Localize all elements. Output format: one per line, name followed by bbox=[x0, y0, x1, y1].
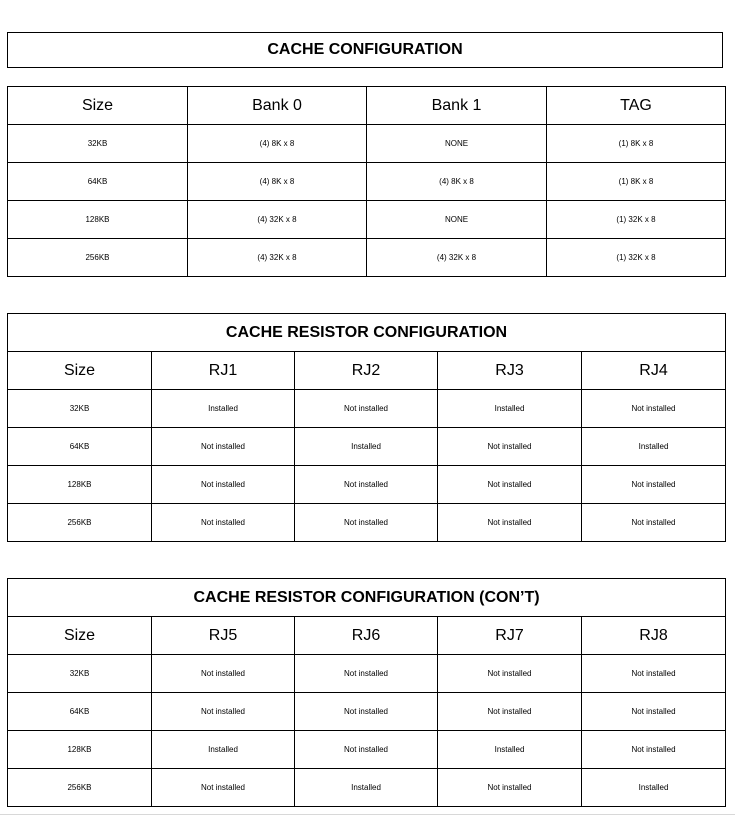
table-cell: Not installed bbox=[582, 390, 726, 428]
table-cell: (1) 32K x 8 bbox=[547, 239, 726, 277]
table-cell: Installed bbox=[152, 731, 295, 769]
table-cell: Not installed bbox=[582, 466, 726, 504]
table-cell: Not installed bbox=[152, 466, 295, 504]
cache-resistor-configuration-table bbox=[7, 313, 726, 542]
table-row bbox=[8, 125, 726, 163]
table-cell: (4) 8K x 8 bbox=[188, 125, 367, 163]
table-row bbox=[8, 428, 726, 466]
table-cell: 128KB bbox=[8, 731, 152, 769]
table-row bbox=[8, 239, 726, 277]
table-cell: Not installed bbox=[295, 466, 438, 504]
table-header-row bbox=[8, 617, 726, 655]
table-cell: 32KB bbox=[8, 125, 188, 163]
table-cell: Not installed bbox=[438, 655, 582, 693]
cache-resistor-configuration-cont-table bbox=[7, 578, 726, 807]
table-row bbox=[8, 769, 726, 807]
table-row bbox=[8, 655, 726, 693]
table-cell: NONE bbox=[367, 201, 547, 239]
table-cell: 128KB bbox=[8, 466, 152, 504]
table-cell: Not installed bbox=[582, 655, 726, 693]
cache-resistor-configuration-cont-title: CACHE RESISTOR CONFIGURATION (CON’T) bbox=[8, 579, 726, 617]
table-cell: Not installed bbox=[152, 504, 295, 542]
table-cell: Not installed bbox=[152, 655, 295, 693]
table-cell: Not installed bbox=[295, 504, 438, 542]
cache-resistor-configuration-title: CACHE RESISTOR CONFIGURATION bbox=[8, 314, 726, 352]
table-cell: Not installed bbox=[438, 466, 582, 504]
table-header-row bbox=[8, 87, 726, 125]
table-cell: Not installed bbox=[295, 693, 438, 731]
table-cell: Not installed bbox=[152, 428, 295, 466]
column-header: RJ6 bbox=[295, 617, 438, 655]
table-cell: Not installed bbox=[582, 731, 726, 769]
table-row bbox=[8, 731, 726, 769]
table-row bbox=[8, 504, 726, 542]
table-row bbox=[8, 163, 726, 201]
table-cell: (4) 32K x 8 bbox=[188, 201, 367, 239]
column-header: Size bbox=[8, 87, 188, 125]
table-cell: Not installed bbox=[438, 693, 582, 731]
table-cell: Not installed bbox=[438, 769, 582, 807]
table-row bbox=[8, 390, 726, 428]
table-cell: (4) 32K x 8 bbox=[367, 239, 547, 277]
table-cell: 32KB bbox=[8, 390, 152, 428]
table-cell: Not installed bbox=[438, 504, 582, 542]
table-cell: Installed bbox=[295, 428, 438, 466]
cache-configuration-table bbox=[7, 86, 726, 277]
table-cell: NONE bbox=[367, 125, 547, 163]
table-cell: Installed bbox=[582, 769, 726, 807]
page-divider bbox=[0, 814, 735, 815]
table-cell: Not installed bbox=[295, 390, 438, 428]
table-title-row bbox=[8, 314, 726, 352]
table-row bbox=[8, 466, 726, 504]
table-cell: (1) 8K x 8 bbox=[547, 125, 726, 163]
table-cell: Not installed bbox=[295, 731, 438, 769]
table-cell: Installed bbox=[438, 390, 582, 428]
table-cell: Not installed bbox=[582, 504, 726, 542]
table-cell: (1) 8K x 8 bbox=[547, 163, 726, 201]
table-cell: 64KB bbox=[8, 693, 152, 731]
table-cell: 256KB bbox=[8, 504, 152, 542]
column-header: RJ1 bbox=[152, 352, 295, 390]
table-cell: Installed bbox=[295, 769, 438, 807]
column-header: Bank 1 bbox=[367, 87, 547, 125]
table-cell: Not installed bbox=[152, 693, 295, 731]
table-cell: (4) 8K x 8 bbox=[188, 163, 367, 201]
table-cell: 32KB bbox=[8, 655, 152, 693]
column-header: TAG bbox=[547, 87, 726, 125]
table-cell: Not installed bbox=[295, 655, 438, 693]
table-row bbox=[8, 201, 726, 239]
column-header: Size bbox=[8, 352, 152, 390]
column-header: Size bbox=[8, 617, 152, 655]
table-title-row bbox=[8, 579, 726, 617]
table-cell: 64KB bbox=[8, 428, 152, 466]
table-cell: (1) 32K x 8 bbox=[547, 201, 726, 239]
column-header: RJ8 bbox=[582, 617, 726, 655]
table-cell: Installed bbox=[582, 428, 726, 466]
table-cell: Installed bbox=[152, 390, 295, 428]
column-header: RJ7 bbox=[438, 617, 582, 655]
table-cell: Not installed bbox=[438, 428, 582, 466]
column-header: Bank 0 bbox=[188, 87, 367, 125]
column-header: RJ5 bbox=[152, 617, 295, 655]
table-row bbox=[8, 693, 726, 731]
column-header: RJ2 bbox=[295, 352, 438, 390]
table-cell: (4) 8K x 8 bbox=[367, 163, 547, 201]
column-header: RJ3 bbox=[438, 352, 582, 390]
table-cell: (4) 32K x 8 bbox=[188, 239, 367, 277]
table-cell: 256KB bbox=[8, 769, 152, 807]
table-header-row bbox=[8, 352, 726, 390]
column-header: RJ4 bbox=[582, 352, 726, 390]
cache-configuration-title: CACHE CONFIGURATION bbox=[7, 32, 723, 68]
table-cell: 64KB bbox=[8, 163, 188, 201]
table-cell: 256KB bbox=[8, 239, 188, 277]
table-cell: 128KB bbox=[8, 201, 188, 239]
table-cell: Not installed bbox=[582, 693, 726, 731]
table-cell: Not installed bbox=[152, 769, 295, 807]
table-cell: Installed bbox=[438, 731, 582, 769]
